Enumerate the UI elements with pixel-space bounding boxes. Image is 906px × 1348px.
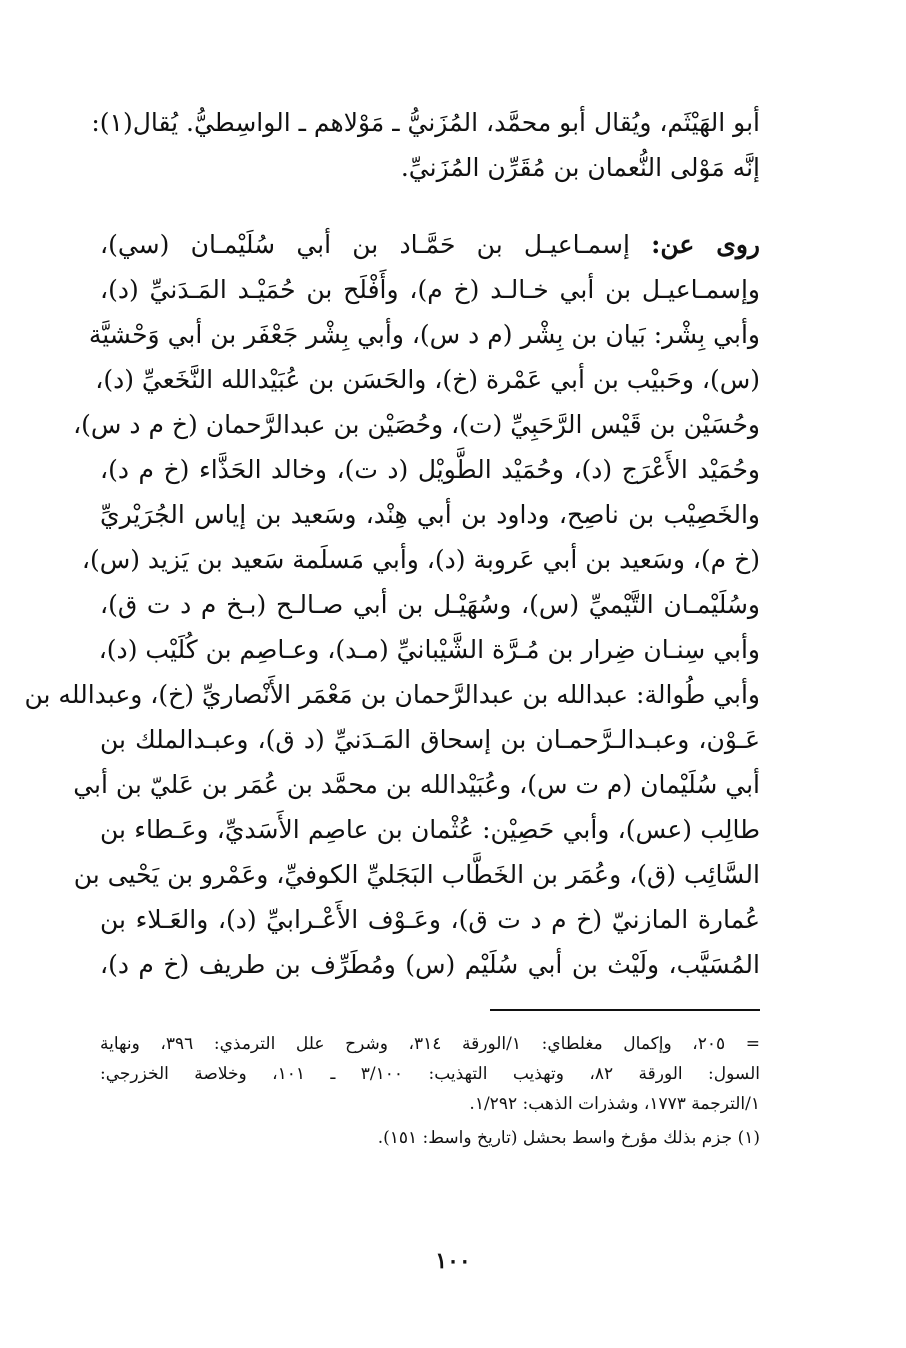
footnote-line: = ٢٠٥، وإكمال مغلطاي: ١/الورقة ٣١٤، وشرح علل الترمذي: ٣٩٦، ونهاية (100, 1034, 760, 1054)
narration-first-line (100, 222, 760, 267)
page-number: ١٠٠ (435, 1248, 471, 1274)
footnote-line: ١/الترجمة ١٧٧٣، وشذرات الذهب: ١/٢٩٢. (469, 1094, 760, 1114)
footnote-line: السول: الورقة ٨٢، وتهذيب التهذيب: ٣/١٠٠ ـ ١٠١، وخلاصة الخزرجي: (100, 1064, 760, 1084)
narration-line: السَّائِب (ق)، وعُمَر بن الخَطَّاب البَجَليِّ الكوفيِّ، وعَمْرو بن يَحْيى بن (73, 860, 760, 889)
narration-first-line-text: إسمـاعيـل بن حَمَّـاد بن أبي سُلَيْمـان (سي)، (100, 230, 630, 259)
narration-line: وأبي طُوالة: عبدالله بن عبدالرَّحمان بن مَعْمَر الأَنْصاريِّ (خ)، وعبدالله بن (24, 680, 760, 709)
narration-line: عَـوْن، وعبـدالـرَّحمـان بن إسحاق المَـدَنيِّ (د ق)، وعبـدالملك بن (100, 725, 760, 754)
narration-line: وحُسَيْن بن قَيْس الرَّحَبِيِّ (ت)، وحُصَيْن بن عبدالرَّحمان (خ م د س)، (73, 410, 760, 439)
narration-line: والخَصِيْب بن ناصِح، وداود بن أبي هِنْد، وسَعيد بن إياس الجُرَيْريِّ (100, 500, 760, 529)
narration-line: وحُمَيْد الأَعْرَج (د)، وحُمَيْد الطَّويْل (د ت)، وخالد الحَذَّاء (خ م د)، (100, 455, 760, 484)
page-body (24, 100, 760, 1153)
intro-line: أبو الهَيْثَم، ويُقال أبو محمَّد، المُزَنيُّ ـ مَوْلاهم ـ الواسِطيُّ. يُقال(١): (91, 108, 760, 137)
narration-line: وإسمـاعيـل بن أبي خـالـد (خ م)، وأَفْلَح بن حُمَيْـد المَـدَنيِّ (د)، (100, 275, 760, 304)
narration-line: عُمارة المازنيّ (خ م د ت ق)، وعَـوْف الأَعْـرابيِّ (د)، والعَـلاء بن (100, 905, 760, 934)
narration-line: (س)، وحَبيْب بن أبي عَمْرة (خ)، والحَسَن بن عُبَيْدالله النَّخَعيِّ (د)، (95, 365, 760, 394)
narration-line: وأبي بِشْر: بَيان بن بِشْر (م د س)، وأبي بِشْر جَعْفَر بن أبي وَحْشيَّة (88, 320, 760, 349)
narration-line: وسُلَيْمـان التَّيْميِّ (س)، وسُهَيْـل بن أبي صـالـح (بـخ م د ت ق)، (100, 590, 760, 619)
narration-line: المُسَيَّب، ولَيْث بن أبي سُلَيْم (س) ومُطَرِّف بن طريف (خ م د)، (100, 950, 760, 979)
intro-line: إنَّه مَوْلى النُّعمان بن مُقَرِّن المُزَنيِّ. (400, 153, 760, 182)
narration-line: طالِب (عس)، وأبي حَصِيْن: عُثْمان بن عاصِم الأَسَديِّ، وعَـطاء بن (100, 815, 760, 844)
narration-line: (خ م)، وسَعيد بن أبي عَروبة (د)، وأبي مَسلَمة سَعيد بن يَزيد (س)، (81, 545, 760, 574)
narration-line: وأبي سِنـان ضِرار بن مُـرَّة الشَّيْبانيِّ (مـد)، وعـاصِم بن كُلَيْب (د)، (98, 635, 760, 664)
narration-label: روى عن: (651, 230, 760, 259)
paragraph-gap (100, 190, 760, 222)
narration-line: أبي سُلَيْمان (م ت س)، وعُبَيْدالله بن محمَّد بن عُمَر بن عَليّ بن أبي (73, 770, 760, 799)
footnote-separator (490, 1009, 760, 1011)
footnote-note: (١) جزم بذلك مؤرخ واسط بحشل (تاريخ واسط: ١٥١). (377, 1128, 760, 1148)
